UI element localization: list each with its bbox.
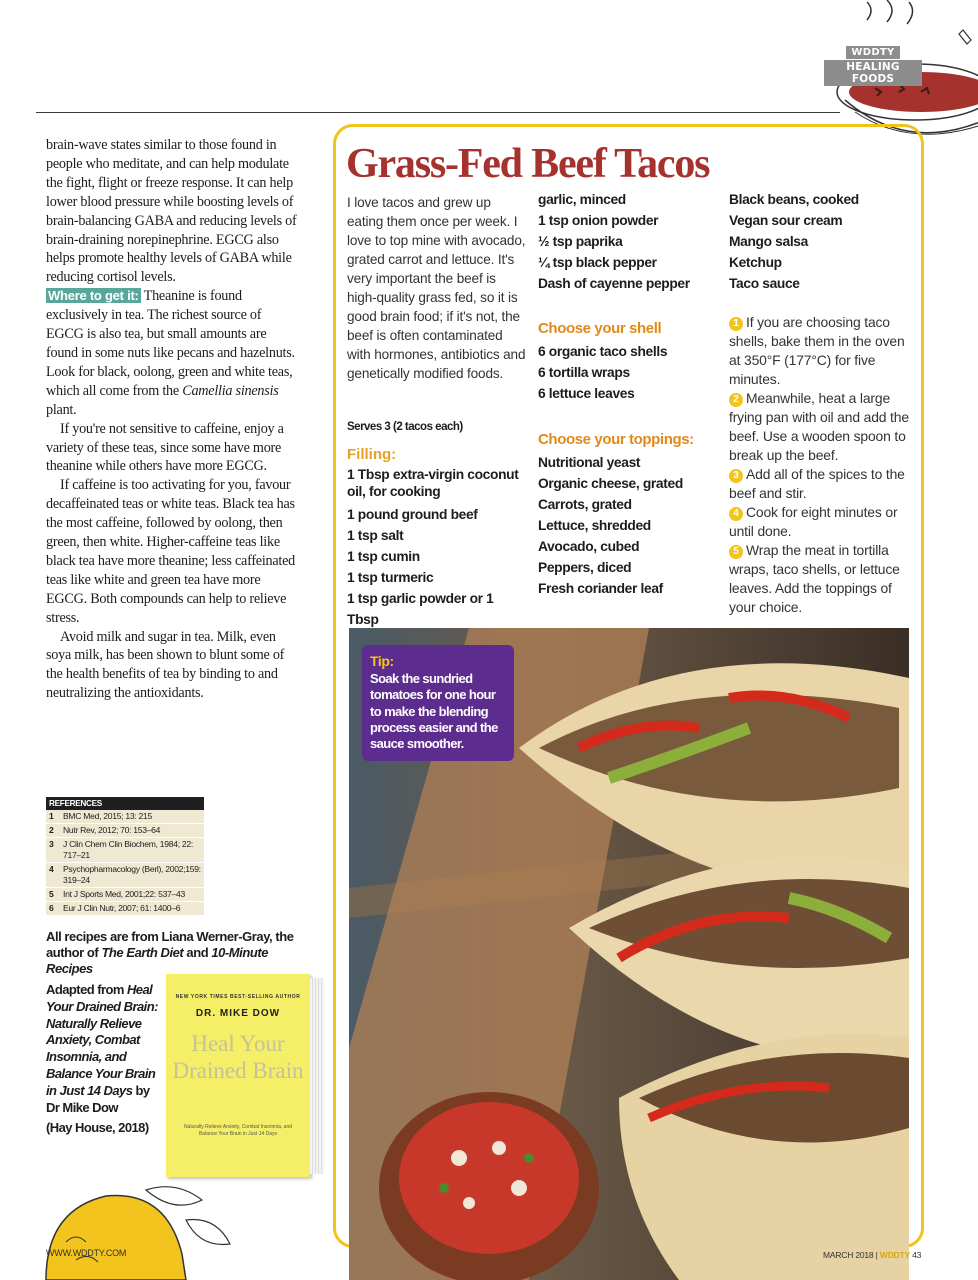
- topping-item: Lettuce, shredded: [538, 518, 651, 533]
- step-number: 1: [729, 317, 743, 331]
- book-subtitle: Naturally Relieve Anxiety, Combat Insomnia, and Balance Your Brain in Just 14 Days: [183, 1124, 292, 1137]
- topping-item: Taco sauce: [729, 276, 800, 291]
- method-step: [729, 541, 914, 617]
- step-text: Cook for eight minutes or until done.: [729, 504, 898, 539]
- topping-item: Avocado, cubed: [538, 539, 640, 554]
- step-number: 4: [729, 507, 743, 521]
- filling-list: [347, 467, 527, 630]
- reference-number: 2: [49, 825, 54, 835]
- reference-text: BMC Med, 2015; 13: 215: [63, 811, 152, 821]
- recipe-intro: I love tacos and grew up eating them once per week. I love to top mine with avocado, grated carrot and lettuce. It's very important the beef is high-quality grass fed, so it is good brain food; if it's not, the beef is often contaminated with hormones, antibiotics and genetically modified foods.: [347, 195, 526, 381]
- filling-list-continued: [538, 189, 723, 294]
- method-steps: [729, 313, 914, 617]
- book-title: Heal Your Drained Brain: [172, 1031, 304, 1083]
- topping-item: Vegan sour cream: [729, 213, 843, 228]
- topping-item: Organic cheese, grated: [538, 476, 683, 491]
- reference-number: 1: [49, 811, 54, 821]
- reference-number: 3: [49, 839, 54, 849]
- footer-website: WWW.WDDTY.COM: [46, 1248, 127, 1258]
- filling-heading: Filling:: [347, 446, 397, 463]
- book-cover: [166, 974, 326, 1177]
- reference-row: [46, 838, 204, 863]
- book-author: DR. MIKE DOW: [195, 1008, 281, 1019]
- reference-row: [46, 902, 204, 916]
- shell-option: 6 organic taco shells: [538, 344, 668, 359]
- recipe-credit: All recipes are from Liana Werner-Gray, the author of The Earth Diet and 10-Minute Recipes: [46, 929, 294, 976]
- paragraph: brain-wave states similar to those found in people who meditate, and can help modulate the fight, flight or freeze response. It can help lower blood pressure while boosting levels of brain-balancing GABA and reducing levels of brain-draining norepinephrine. EGCG also helps promote healthy levels of GABA while reducing cortisol levels.: [46, 137, 297, 286]
- toppings-list: [538, 452, 723, 599]
- topping-item: Black beans, cooked: [729, 192, 859, 207]
- tip-heading: Tip:: [370, 653, 394, 669]
- paragraph: Avoid milk and sugar in tea. Milk, even soya milk, has been shown to blunt some of the health benefits of tea by binding to and neutralizing the antioxidants.: [46, 628, 285, 702]
- references-table: [46, 797, 204, 916]
- method-step: [729, 465, 914, 503]
- where-to-get-it-label: Where to get it:: [48, 288, 139, 304]
- reference-text: Eur J Clin Nutr, 2007; 61: 1400–6: [63, 903, 181, 913]
- ingredient-item: ½ tsp paprika: [538, 234, 623, 249]
- reference-text: Int J Sports Med, 2001;22: 537–43: [63, 889, 185, 899]
- book-tagline: NEW YORK TIMES BEST-SELLING AUTHOR: [175, 994, 301, 1000]
- paragraph: If caffeine is too activating for you, favour decaffeinated teas or white teas. Black tea has the most caffeine, followed by oolong, then green, then white. Higher-caffeine teas like black tea have more theanine; less caffeinated teas like white and green tea have more EGCG. Both compounds can help to relieve stress.: [46, 477, 296, 626]
- reference-number: 6: [49, 903, 54, 913]
- toppings-list-continued: [729, 189, 914, 294]
- step-text: Add all of the spices to the beef and stir.: [729, 466, 905, 501]
- publisher: (Hay House, 2018): [46, 1120, 149, 1136]
- method-step: [729, 389, 914, 465]
- topping-item: Peppers, diced: [538, 560, 632, 575]
- reference-text: Psychopharmacology (Berl), 2002;159: 319–24: [63, 864, 201, 885]
- article-body: [46, 136, 298, 703]
- reference-number: 5: [49, 889, 54, 899]
- topping-item: Carrots, grated: [538, 497, 632, 512]
- ingredient-item: 1 tsp salt: [347, 528, 404, 543]
- page-number: 43: [909, 1250, 922, 1260]
- footer-page-info: MARCH 2018 | WDDTY 43: [823, 1250, 922, 1260]
- ingredient-item: 1 tsp garlic powder or 1 Tbsp: [347, 591, 494, 627]
- step-text: Meanwhile, heat a large frying pan with oil and add the beef. Use a wooden spoon to break up the beef.: [729, 390, 909, 463]
- reference-text: Nutr Rev, 2012; 70: 153–64: [63, 825, 161, 835]
- references-list: [46, 810, 204, 916]
- ingredient-item: 1 pound ground beef: [347, 507, 478, 522]
- step-text: Wrap the meat in tortilla wraps, taco shells, or lettuce leaves. Add the toppings of your choice.: [729, 542, 900, 615]
- ingredient-item: 1 tsp cumin: [347, 549, 420, 564]
- references-heading: REFERENCES: [46, 797, 204, 810]
- shell-option: 6 tortilla wraps: [538, 365, 630, 380]
- step-number: 5: [729, 545, 743, 559]
- ingredient-item: 1 tsp turmeric: [347, 570, 434, 585]
- reference-number: 4: [49, 864, 54, 874]
- ingredient-item: 1 tsp onion powder: [538, 213, 659, 228]
- step-number: 2: [729, 393, 743, 407]
- reference-row: [46, 888, 204, 902]
- top-rule: [36, 112, 840, 113]
- section-label: HEALING FOODS: [824, 60, 922, 86]
- shell-option: 6 lettuce leaves: [538, 386, 635, 401]
- footer-brand: WDDTY: [879, 1250, 910, 1260]
- topping-item: Ketchup: [729, 255, 782, 270]
- step-number: 3: [729, 469, 743, 483]
- reference-row: [46, 863, 204, 888]
- tip-text: Soak the sundried tomatoes for one hour to make the blending process easier and the sauce smoother.: [370, 671, 498, 752]
- paragraph: If you're not sensitive to caffeine, enjoy a variety of these teas, since some have more theanine while others have more EGCG.: [46, 420, 284, 475]
- method-step: [729, 313, 914, 389]
- brand-label: WDDTY: [846, 46, 899, 59]
- reference-text: J Clin Chem Clin Biochem, 1984; 22: 717–21: [63, 839, 193, 860]
- shell-list: [538, 341, 723, 404]
- ingredient-item: Dash of cayenne pepper: [538, 276, 690, 291]
- topping-item: Mango salsa: [729, 234, 808, 249]
- topping-item: Nutritional yeast: [538, 455, 641, 470]
- shell-heading: Choose your shell: [538, 320, 662, 337]
- reference-row: [46, 810, 204, 824]
- ingredient-item: garlic, minced: [538, 192, 626, 207]
- ingredient-item: ¼ tsp black pepper: [538, 255, 657, 270]
- lemon-illustration: [36, 1150, 236, 1280]
- toppings-heading: Choose your toppings:: [538, 431, 694, 448]
- topping-item: Fresh coriander leaf: [538, 581, 663, 596]
- paragraph: Where to get it: Theanine is found exclusively in tea. The richest source of EGCG is also tea, but small amounts are found in some nuts like pecans and hazelnuts. Look for black, oolong, green and white teas, which all come from the Camellia sinensis plant.: [46, 288, 295, 418]
- method-step: [729, 503, 914, 541]
- adapted-from-note: Adapted from Heal Your Drained Brain: Naturally Relieve Anxiety, Combat Insomnia, and Balance Your Brain in Just 14 Days by Dr Mike Dow (Hay House, 2018): [46, 982, 161, 1137]
- recipe-title: Grass-Fed Beef Tacos: [346, 141, 710, 187]
- section-badge: [824, 40, 922, 86]
- tip-box: [362, 645, 514, 761]
- reference-row: [46, 824, 204, 838]
- ingredient-item: 1 Tbsp extra-virgin coconut oil, for cooking: [347, 467, 519, 499]
- serves-label: Serves 3 (2 tacos each): [347, 421, 463, 433]
- step-text: If you are choosing taco shells, bake them in the oven at 350°F (177°C) for five minutes.: [729, 314, 905, 387]
